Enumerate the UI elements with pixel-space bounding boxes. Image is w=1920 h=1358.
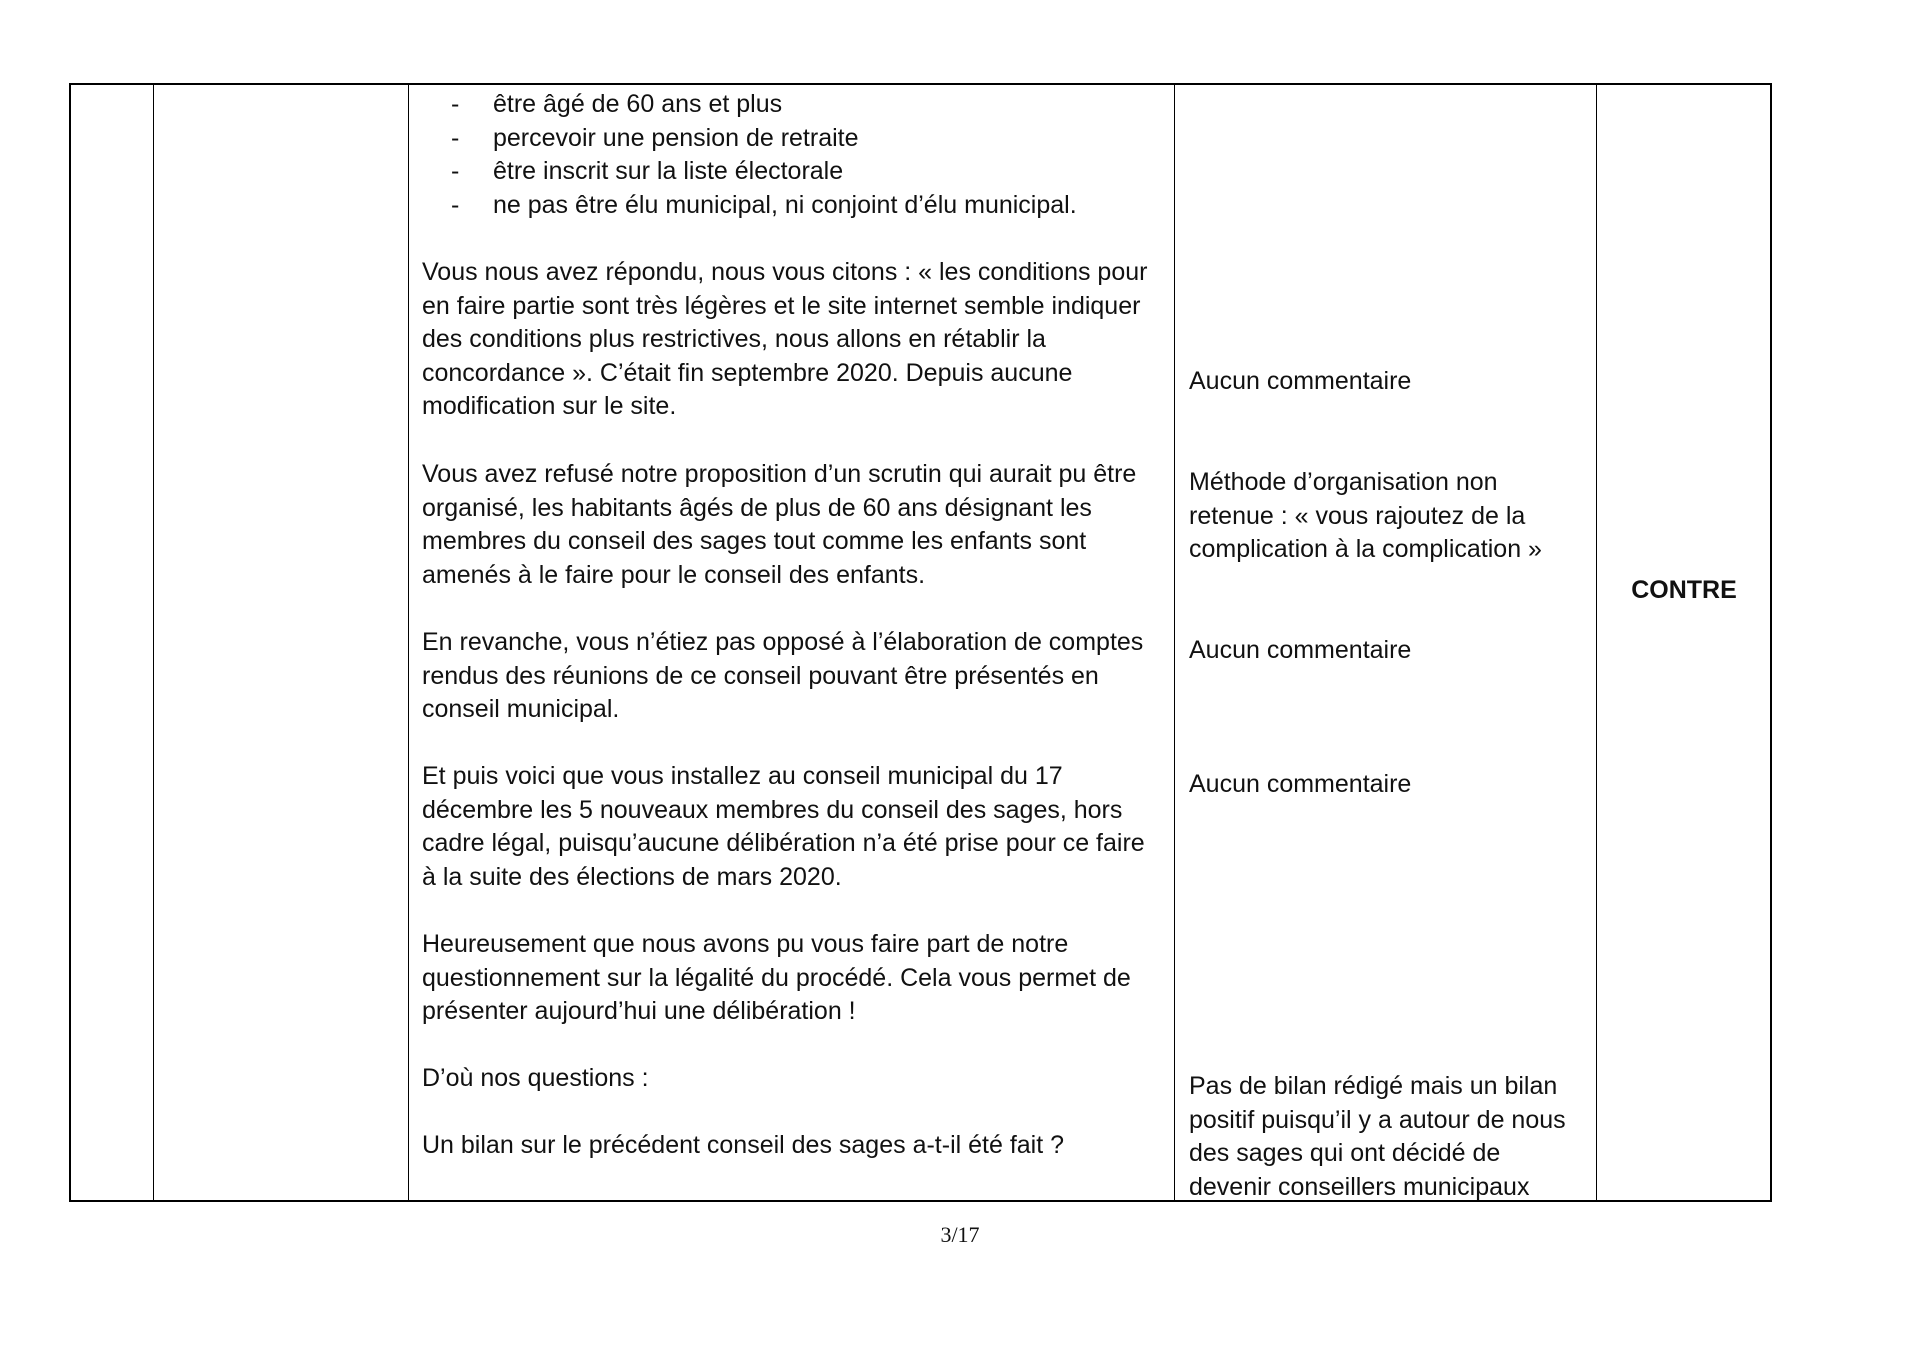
response-text: Aucun commentaire (1189, 636, 1412, 664)
response-text: Aucun commentaire (1189, 770, 1412, 798)
response-text: Pas de bilan rédigé mais un bilan positif puisqu’il y a autour de nous des sages qui ont décidé de devenir conseillers municipaux (1189, 1072, 1566, 1201)
conditions-list (411, 88, 1173, 222)
condition-item: - percevoir une pension de retraite (411, 122, 1173, 156)
response-cell (1177, 85, 1595, 1200)
condition-item: - être âgé de 60 ans et plus (411, 88, 1173, 122)
page-number: 3/17 (940, 1222, 980, 1247)
question-paragraph: Un bilan sur le précédent conseil des sages a-t-il été fait ? (422, 1131, 1065, 1159)
column-divider (153, 85, 154, 1200)
question-paragraph: D’où nos questions : (422, 1064, 649, 1092)
question-cell (411, 85, 1173, 1200)
response-text: Méthode d’organisation non retenue : « vous rajoutez de la complication à la complication » (1189, 468, 1542, 563)
response-text: Aucun commentaire (1189, 367, 1412, 395)
question-paragraph: Vous avez refusé notre proposition d’un scrutin qui aurait pu être organisé, les habitants âgés de plus de 60 ans désignant les membres du conseil des sages tout comme les enfants sont amenés à le faire pour le conseil des enfants. (422, 460, 1137, 589)
column-divider (1174, 85, 1175, 1200)
question-paragraph: En revanche, vous n’étiez pas opposé à l’élaboration de comptes rendus des réunions de ce conseil pouvant être présentés en conseil municipal. (422, 628, 1144, 723)
vote-cell (1598, 85, 1770, 1200)
condition-item: - ne pas être élu municipal, ni conjoint d’élu municipal. (411, 189, 1173, 223)
question-paragraph: Vous nous avez répondu, nous vous citons : « les conditions pour en faire partie sont très légères et le site internet semble indiquer des conditions plus restrictives, nous allons en rétablir la concordance ». C’était fin septembre 2020. Depuis aucune modification sur le site. (422, 258, 1148, 420)
question-paragraph: Et puis voici que vous installez au conseil municipal du 17 décembre les 5 nouveaux membres du conseil des sages, hors cadre légal, puisqu’aucune délibération n’a été prise pour ce faire à la suite des élections de mars 2020. (422, 762, 1145, 891)
question-paragraph: Heureusement que nous avons pu vous faire part de notre questionnement sur la légalité du procédé. Cela vous permet de présenter aujourd’hui une délibération ! (422, 930, 1131, 1025)
condition-item: - être inscrit sur la liste électorale (411, 155, 1173, 189)
column-divider (408, 85, 409, 1200)
vote-verdict: CONTRE (1631, 576, 1737, 604)
column-divider (1596, 85, 1597, 1200)
minutes-table (69, 83, 1772, 1202)
